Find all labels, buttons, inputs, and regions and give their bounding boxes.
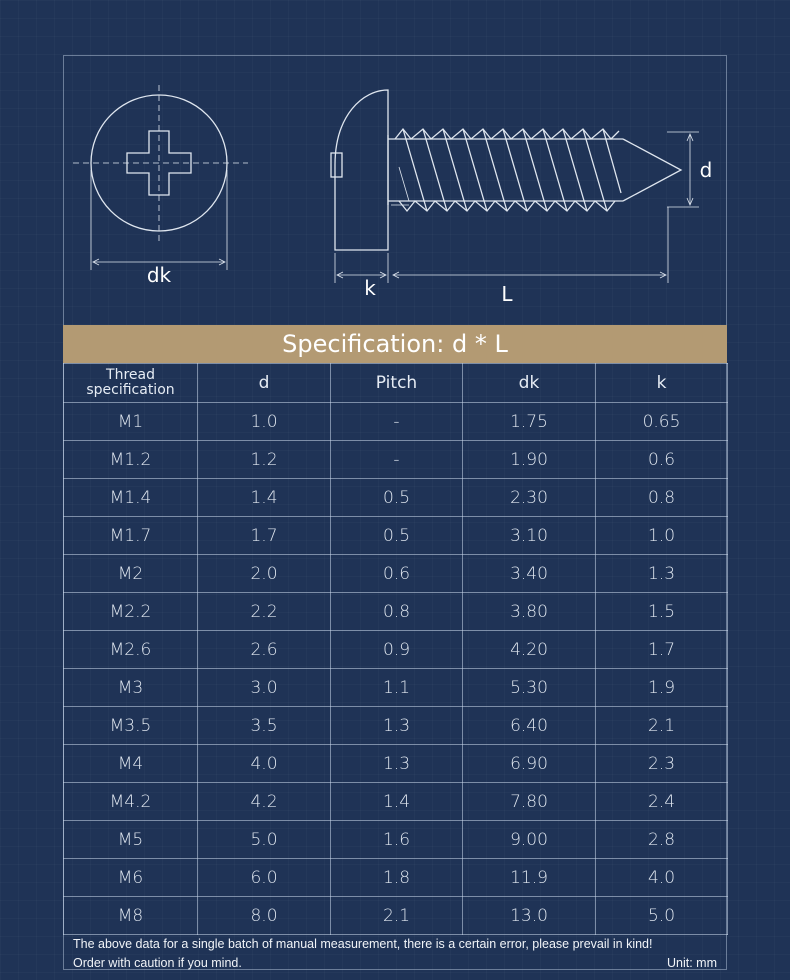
cell-dk: 2.30 <box>463 479 596 517</box>
cell-d: 2.2 <box>198 593 331 631</box>
header-dk: dk <box>463 364 596 403</box>
cell-dk: 13.0 <box>463 897 596 935</box>
cell-d: 2.0 <box>198 555 331 593</box>
table-row <box>64 555 728 593</box>
cell-k: 0.6 <box>596 441 728 479</box>
cell-k: 2.1 <box>596 707 728 745</box>
cell-dk: 3.80 <box>463 593 596 631</box>
cell-pitch: 1.3 <box>331 745 463 783</box>
cell-dk: 5.30 <box>463 669 596 707</box>
table-row <box>64 783 728 821</box>
cell-d: 3.0 <box>198 669 331 707</box>
d-label: d <box>699 158 713 182</box>
cell-k: 1.9 <box>596 669 728 707</box>
note-line-1: The above data for a single batch of manual measurement, there is a certain error, please prevail in kind! <box>73 937 653 951</box>
table-header-row <box>64 364 728 403</box>
cell-thread: M1.2 <box>64 441 198 479</box>
cell-pitch: 0.5 <box>331 479 463 517</box>
table-row <box>64 897 728 935</box>
cell-k: 5.0 <box>596 897 728 935</box>
table-row <box>64 479 728 517</box>
k-label: k <box>364 276 376 300</box>
header-d: d <box>198 364 331 403</box>
cell-k: 1.3 <box>596 555 728 593</box>
cell-pitch: 0.5 <box>331 517 463 555</box>
cell-dk: 11.9 <box>463 859 596 897</box>
cell-pitch: - <box>331 441 463 479</box>
cell-k: 1.0 <box>596 517 728 555</box>
cell-thread: M3 <box>64 669 198 707</box>
header-k: k <box>596 364 728 403</box>
cell-thread: M5 <box>64 821 198 859</box>
cell-d: 3.5 <box>198 707 331 745</box>
cell-thread: M2.2 <box>64 593 198 631</box>
screw-diagram <box>63 55 727 325</box>
cell-pitch: 0.6 <box>331 555 463 593</box>
cell-dk: 4.20 <box>463 631 596 669</box>
cell-k: 2.3 <box>596 745 728 783</box>
table-row <box>64 821 728 859</box>
cell-pitch: - <box>331 403 463 441</box>
table-row <box>64 669 728 707</box>
cell-pitch: 1.8 <box>331 859 463 897</box>
table-row <box>64 859 728 897</box>
header-pitch: Pitch <box>331 364 463 403</box>
cell-dk: 1.75 <box>463 403 596 441</box>
cell-pitch: 1.1 <box>331 669 463 707</box>
dk-label: dk <box>146 263 172 287</box>
table-row <box>64 707 728 745</box>
table-row <box>64 441 728 479</box>
cell-thread: M1.4 <box>64 479 198 517</box>
cell-dk: 9.00 <box>463 821 596 859</box>
cell-thread: M2 <box>64 555 198 593</box>
cell-k: 0.65 <box>596 403 728 441</box>
cell-thread: M4.2 <box>64 783 198 821</box>
cell-thread: M1.7 <box>64 517 198 555</box>
table-body <box>64 403 728 935</box>
cell-dk: 7.80 <box>463 783 596 821</box>
cell-d: 6.0 <box>198 859 331 897</box>
cell-thread: M2.6 <box>64 631 198 669</box>
cell-k: 2.4 <box>596 783 728 821</box>
screw-side-view <box>331 90 699 283</box>
cell-k: 1.7 <box>596 631 728 669</box>
cell-pitch: 0.9 <box>331 631 463 669</box>
cell-d: 1.2 <box>198 441 331 479</box>
cell-thread: M4 <box>64 745 198 783</box>
cell-pitch: 2.1 <box>331 897 463 935</box>
cell-pitch: 1.6 <box>331 821 463 859</box>
note-line-2: Order with caution if you mind. <box>73 956 242 970</box>
cell-d: 5.0 <box>198 821 331 859</box>
cell-d: 8.0 <box>198 897 331 935</box>
cell-k: 2.8 <box>596 821 728 859</box>
table-row <box>64 403 728 441</box>
cell-d: 4.2 <box>198 783 331 821</box>
cell-d: 2.6 <box>198 631 331 669</box>
cell-thread: M8 <box>64 897 198 935</box>
head-top-view <box>73 85 248 270</box>
cell-thread: M1 <box>64 403 198 441</box>
disclaimer-note <box>73 935 717 973</box>
cell-thread: M6 <box>64 859 198 897</box>
table-row <box>64 745 728 783</box>
cell-d: 1.4 <box>198 479 331 517</box>
cell-thread: M3.5 <box>64 707 198 745</box>
cell-k: 1.5 <box>596 593 728 631</box>
header-thread-specification: Thread specification <box>64 364 198 403</box>
cell-pitch: 0.8 <box>331 593 463 631</box>
table-row <box>64 517 728 555</box>
L-label: L <box>501 282 513 306</box>
table-row <box>64 631 728 669</box>
cell-dk: 6.40 <box>463 707 596 745</box>
cell-pitch: 1.3 <box>331 707 463 745</box>
cell-dk: 3.40 <box>463 555 596 593</box>
spec-table <box>63 363 728 935</box>
specification-title: Specification: d * L <box>63 325 727 363</box>
cell-k: 0.8 <box>596 479 728 517</box>
cell-pitch: 1.4 <box>331 783 463 821</box>
cell-dk: 6.90 <box>463 745 596 783</box>
unit-label: Unit: mm <box>667 956 717 970</box>
cell-d: 1.0 <box>198 403 331 441</box>
cell-d: 1.7 <box>198 517 331 555</box>
table-row <box>64 593 728 631</box>
cell-k: 4.0 <box>596 859 728 897</box>
cell-d: 4.0 <box>198 745 331 783</box>
cell-dk: 3.10 <box>463 517 596 555</box>
cell-dk: 1.90 <box>463 441 596 479</box>
